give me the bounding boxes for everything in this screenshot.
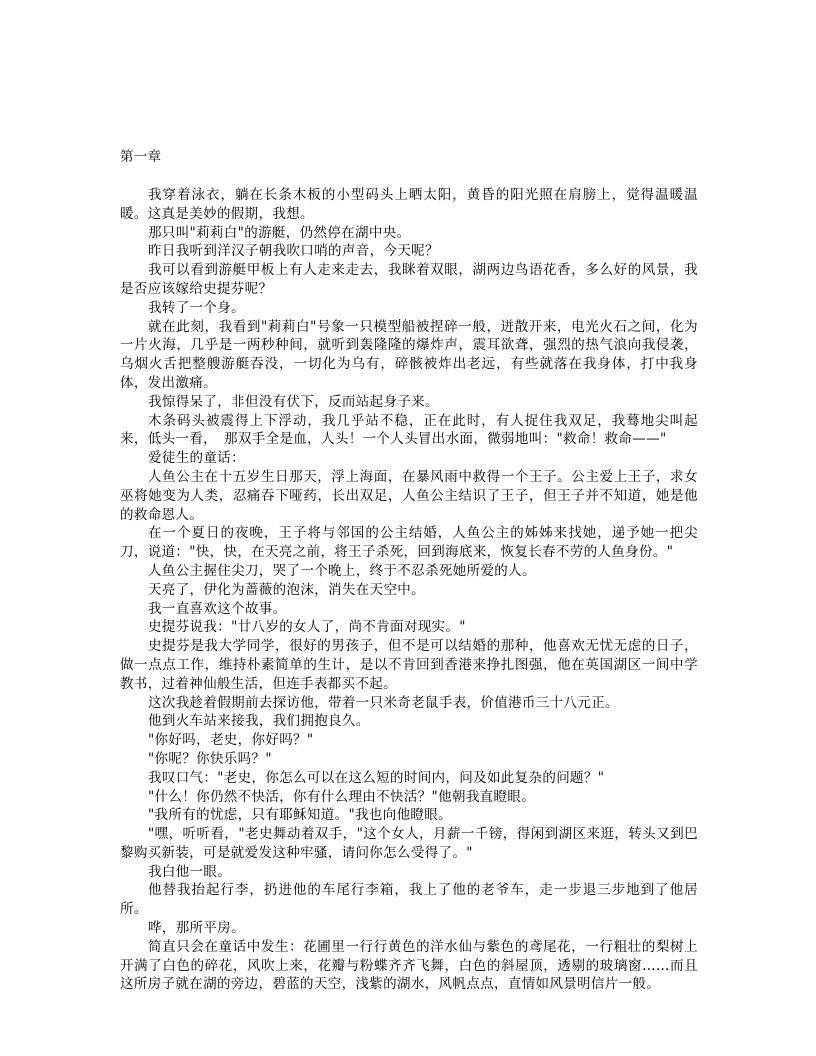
paragraph: 就在此刻，我看到"莉莉白"号象一只模型船被捏碎一般，迸散开来，电光火石之间，化为一片火海，几乎是一两秒种间，就听到轰隆隆的爆炸声，震耳欲聋，强烈的热气浪向我侵袭，乌烟火舌把整艘游艇吞没，一切化为乌有，碎骸被炸出老远，有些就落在我身体，打中我身体，发出激痛。 [120, 318, 698, 391]
paragraph: 昨日我听到洋汉子朝我吹口哨的声音，今天呢？ [148, 243, 439, 260]
paragraph: 我惊得呆了，非但没有伏下，反而站起身子来。 [148, 393, 439, 410]
paragraph: 哗，那所平房。 [148, 920, 245, 937]
paragraph: 史提芬说我："廿八岁的女人了，尚不肯面对现实。" [148, 619, 466, 636]
paragraph: 天亮了，伊化为蔷薇的泡沫，消失在天空中。 [148, 581, 425, 598]
paragraph: 我白他一眼。 [148, 863, 232, 880]
paragraph: 我叹口气："老史，你怎么可以在这么短的时间内，问及如此复杂的问题？" [148, 769, 605, 786]
document-page [120, 148, 698, 994]
paragraph: 我转了一个身。 [148, 299, 245, 316]
paragraph: "你好吗，老史，你好吗？" [148, 732, 314, 749]
paragraph: 人鱼公主在十五岁生日那天，浮上海面，在暴风雨中救得一个王子。公主爱上王子，求女巫将她变为人类，忍痛吞下哑药，长出双足，人鱼公主结识了王子，但王子并不知道，她是他的救命恩人。 [120, 468, 698, 523]
paragraph: 他到火车站来接我，我们拥抱良久。 [148, 713, 370, 730]
paragraph: "嘿，听听看，"老史舞动着双手，"这个女人，月薪一千镑，得闲到湖区来逛，转头又到巴黎购买新装，可是就爱发这种牢骚，请问你怎么受得了。" [120, 826, 698, 861]
paragraph: "你呢？你快乐吗？" [148, 750, 272, 767]
paragraph: 木条码头被震得上下浮动，我几乎站不稳，正在此时，有人捉住我双足，我蓦地尖叫起来，低头一看， 那双手全是血，人头！一个人头冒出水面，微弱地叫："救命！救命——" [120, 412, 698, 448]
paragraph: "我所有的忧虑，只有耶稣知道。"我也向他瞪眼。 [148, 807, 452, 824]
paragraph: 我可以看到游艇甲板上有人走来走去，我眯着双眼，湖两边鸟语花香，多么好的风景，我是否应该嫁给史提芬呢？ [120, 262, 698, 297]
paragraph: "什么！你仍然不快活，你有什么理由不快活？"他朝我直瞪眼。 [148, 788, 536, 805]
paragraph: 爱徒生的童话： [148, 450, 245, 467]
chapter-title: 第一章 [120, 149, 162, 165]
paragraph: 在一个夏日的夜晚，王子将与邻国的公主结婚，人鱼公主的姊姊来找她，递予她一把尖刀，说道："快，快，在天亮之前，将王子杀死，回到海底来，恢复长春不劳的人鱼身份。" [120, 525, 698, 561]
paragraph: 人鱼公主握住尖刀，哭了一个晚上，终于不忍杀死她所爱的人。 [148, 562, 536, 579]
paragraph: 我穿着泳衣，躺在长条木板的小型码头上晒太阳，黄昏的阳光照在肩膀上，觉得温暖温暖。这真是美妙的假期，我想。 [120, 187, 698, 222]
paragraph: 史提芬是我大学同学，很好的男孩子，但不是可以结婚的那种，他喜欢无忧无虑的日子，做一点点工作，维持朴素简单的生计，是以不肯回到香港来挣扎图强，他在英国湖区一间中学教书，过着神仙般生活，但连手表都买不起。 [120, 638, 698, 692]
paragraph: 我一直喜欢这个故事。 [148, 600, 287, 617]
paragraph: 那只叫"莉莉白"的游艇，仍然停在湖中央。 [148, 224, 411, 241]
chapter-body [120, 186, 698, 994]
paragraph: 这次我趁着假期前去探访他，带着一只米奇老鼠手表，价值港币三十八元正。 [148, 694, 619, 711]
paragraph: 简直只会在童话中发生：花圃里一行行黄色的洋水仙与紫色的鸢尾花，一行粗壮的梨树上开满了白色的碎花，风吹上来，花瓣与粉蝶齐齐飞舞，白色的斜屋顶，透剔的玻璃窗……而且这所房子就在湖的旁边，碧蓝的天空，浅紫的湖水，风帆点点，直情如风景明信片一般。 [120, 938, 698, 993]
paragraph: 他替我抬起行李，扔进他的车尾行李箱，我上了他的老爷车，走一步退三步地到了他居所。 [120, 882, 698, 918]
